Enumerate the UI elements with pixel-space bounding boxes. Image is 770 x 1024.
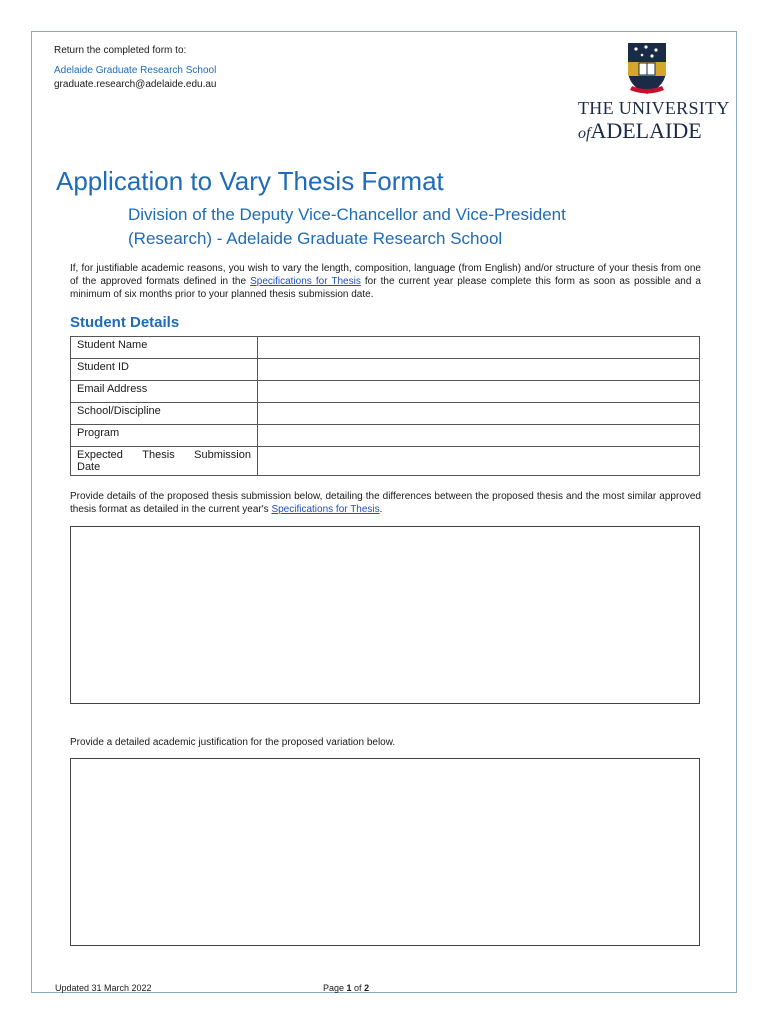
university-name-line2: ofADELAIDE	[578, 118, 702, 143]
proposal-details-textarea[interactable]	[70, 526, 700, 704]
crest-icon	[576, 40, 718, 98]
form-subtitle: Division of the Deputy Vice-Chancellor and Vice-President (Research) - Adelaide Graduate Research School	[128, 205, 566, 248]
return-line: Return the completed form to:	[54, 45, 187, 56]
table-row	[71, 337, 700, 359]
field-label: Program	[71, 425, 258, 447]
field-label: Student ID	[71, 359, 258, 381]
student-name-field[interactable]	[258, 337, 700, 359]
school-email: graduate.research@adelaide.edu.au	[54, 79, 217, 90]
justification-textarea[interactable]	[70, 758, 700, 946]
field-label: Student Name	[71, 337, 258, 359]
field-label: Expected Thesis Submission Date	[71, 447, 258, 476]
table-row	[71, 425, 700, 447]
intro-paragraph: If, for justifiable academic reasons, you wish to vary the length, composition, language (from English) and/or structure of your thesis from one of the approved formats defined in the Specifications for Thesis for the current year please complete this form as soon as possible and a minimum of six months prior to your planned thesis submission date.	[70, 263, 701, 300]
field-label: School/Discipline	[71, 403, 258, 425]
specifications-link[interactable]: Specifications for Thesis	[250, 276, 361, 287]
program-field[interactable]	[258, 425, 700, 447]
page-number: Page 1 of 2	[323, 983, 370, 993]
justification-instructions: Provide a detailed academic justification for the proposed variation below.	[70, 737, 396, 748]
updated-date: Updated 31 March 2022	[55, 983, 152, 993]
specifications-link[interactable]: Specifications for Thesis	[271, 504, 380, 515]
form-title: Application to Vary Thesis Format	[56, 166, 444, 196]
table-row	[71, 403, 700, 425]
field-label: Email Address	[71, 381, 258, 403]
school-discipline-field[interactable]	[258, 403, 700, 425]
table-row	[71, 359, 700, 381]
university-name-line1: THE UNIVERSITY	[578, 98, 730, 118]
university-logo	[576, 40, 730, 143]
school-name: Adelaide Graduate Research School	[54, 65, 217, 76]
proposal-instructions: Provide details of the proposed thesis submission below, detailing the differences between the proposed thesis and the most similar approved thesis format as detailed in the current year's Specifications for Thesis.	[70, 491, 701, 515]
student-details-table	[70, 336, 700, 476]
student-details-heading: Student Details	[70, 314, 180, 331]
student-id-field[interactable]	[258, 359, 700, 381]
return-address	[54, 44, 217, 92]
email-field[interactable]	[258, 381, 700, 403]
submission-date-field[interactable]	[258, 447, 700, 476]
table-row	[71, 447, 700, 476]
table-row	[71, 381, 700, 403]
